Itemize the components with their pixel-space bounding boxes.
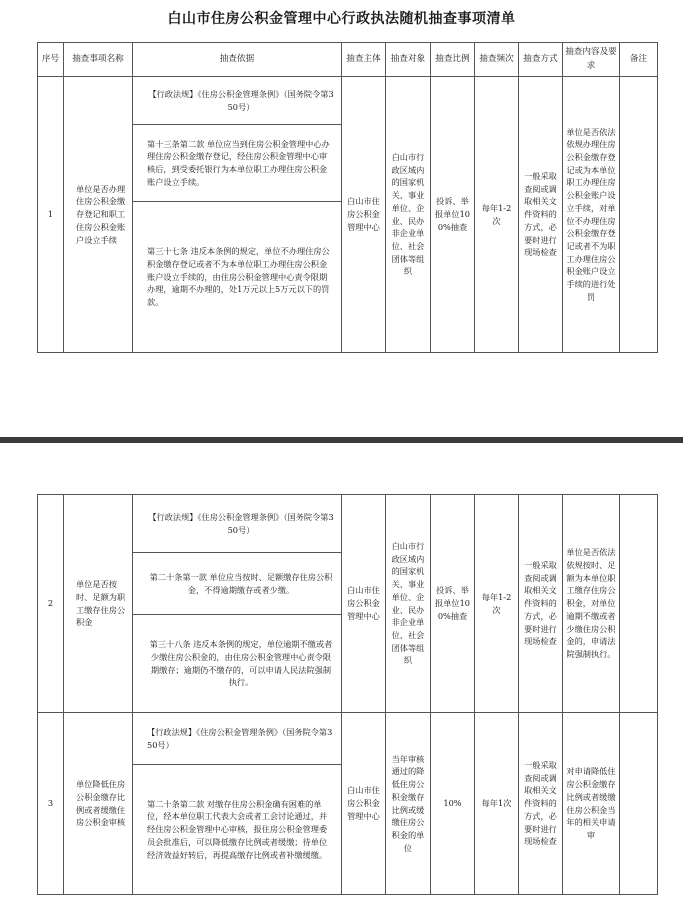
- row-ratio: 投诉、举报单位100%抽查: [431, 77, 475, 353]
- row-method: 一般采取查阅或调取相关文件资料的方式，必要时进行现场检查: [519, 713, 563, 895]
- row-note: [620, 77, 658, 353]
- row-clause: 第三十七条 违反本条例的规定，单位不办理住房公积金缴存登记或者不为本单位职工办理住房公积金账户设立手续的，由住房公积金管理中心责令限期办理，逾期不办理的，处1万元以上5万元以下的罚款。: [133, 202, 342, 353]
- row-clause: 第三十八条 违反本条例的规定，单位逾期不缴或者少缴住房公积金的，由住房公积金管理中心责令限期缴存；逾期仍不缴存的，可以申请人民法院强制执行。: [133, 615, 342, 713]
- row-frequency: 每年1-2次: [475, 77, 519, 353]
- row-method: 一般采取查阅或调取相关文件资料的方式，必要时进行现场检查: [519, 495, 563, 713]
- header-item: 抽查事项名称: [64, 43, 133, 77]
- table-header-row: [38, 43, 658, 77]
- header-target: 抽查对象: [386, 43, 431, 77]
- header-ratio: 抽查比例: [431, 43, 475, 77]
- row-method: 一般采取查阅或调取相关文件资料的方式，必要时进行现场检查: [519, 77, 563, 353]
- row-clause: 第二十条第二款 对缴存住房公积金确有困难的单位，经本单位职工代表大会或者工会讨论通过，并经住房公积金管理中心审核，报住房公积金管理委员会批准后，可以降低缴存比例或者缓缴；待单位经济效益好转后，再提高缴存比例或者补缴缓缴。: [133, 765, 342, 895]
- header-no: 序号: [38, 43, 64, 77]
- row-subject: 白山市住房公积金管理中心: [342, 713, 386, 895]
- page-title: 白山市住房公积金管理中心行政执法随机抽查事项清单: [167, 11, 516, 27]
- header-frequency: 抽查频次: [475, 43, 519, 77]
- header-subject: 抽查主体: [342, 43, 386, 77]
- header-method: 抽查方式: [519, 43, 563, 77]
- header-content: 抽查内容及要求: [563, 43, 620, 77]
- row-no: 1: [38, 77, 64, 353]
- row-ratio: 10%: [431, 713, 475, 895]
- row-note: [620, 495, 658, 713]
- row-no: 3: [38, 713, 64, 895]
- row-subject: 白山市住房公积金管理中心: [342, 77, 386, 353]
- row-item: 单位降低住房公积金缴存比例或者缓缴住房公积金审核: [64, 713, 133, 895]
- header-basis: 抽查依据: [133, 43, 342, 77]
- row-frequency: 每年1次: [475, 713, 519, 895]
- row-law: 【行政法规】《住房公积金管理条例》（国务院令第350号）: [133, 77, 342, 125]
- row-target: 当年审核通过的降低住房公积金缴存比例或缓缴住房公积金的单位: [386, 713, 431, 895]
- row-law: 【行政法规】《住房公积金管理条例》（国务院令第350号）: [133, 495, 342, 553]
- row-content: 单位是否依法依规办理住房公积金缴存登记或为本单位职工办理住房公积金账户设立手续，对单位不办理住房公积金缴存登记或者不为职工办理住房公积金账户设立手续的进行处罚: [563, 77, 620, 353]
- inspection-table-page2: [37, 494, 658, 895]
- row-note: [620, 713, 658, 895]
- row-frequency: 每年1-2次: [475, 495, 519, 713]
- row-content: 对申请降低住房公积金缴存比例或者缓缴住房公积金当年的相关申请审: [563, 713, 620, 895]
- page-gap: [0, 443, 683, 493]
- table-row: [38, 495, 658, 553]
- row-subject: 白山市住房公积金管理中心: [342, 495, 386, 713]
- row-law: 【行政法规】《住房公积金管理条例》（国务院令第350号）: [133, 713, 342, 765]
- row-target: 白山市行政区域内的国家机关、事业单位、企业、民办非企业单位、社会团体等组织: [386, 77, 431, 353]
- row-content: 单位是否依法依规按时、足额为本单位职工缴存住房公积金，对单位逾期不缴或者少缴住房公积金的，申请法院强制执行。: [563, 495, 620, 713]
- header-note: 备注: [620, 43, 658, 77]
- row-clause: 第十三条第二款 单位应当到住房公积金管理中心办理住房公积金缴存登记，经住房公积金管理中心审核后，到受委托银行为本单位职工办理住房公积金账户设立手续。: [133, 125, 342, 202]
- row-target: 白山市行政区域内的国家机关、事业单位、企业、民办非企业单位、社会团体等组织: [386, 495, 431, 713]
- table-row: [38, 713, 658, 765]
- inspection-table-page1: [37, 42, 658, 353]
- row-item: 单位是否按时、足额为职工缴存住房公积金: [64, 495, 133, 713]
- table-row: [38, 77, 658, 125]
- row-clause: 第二十条第一款 单位应当按时、足额缴存住房公积金，不得逾期缴存或者少缴。: [133, 553, 342, 615]
- row-no: 2: [38, 495, 64, 713]
- row-ratio: 投诉、举报单位100%抽查: [431, 495, 475, 713]
- row-item: 单位是否办理住房公积金缴存登记和职工住房公积金账户设立手续: [64, 77, 133, 353]
